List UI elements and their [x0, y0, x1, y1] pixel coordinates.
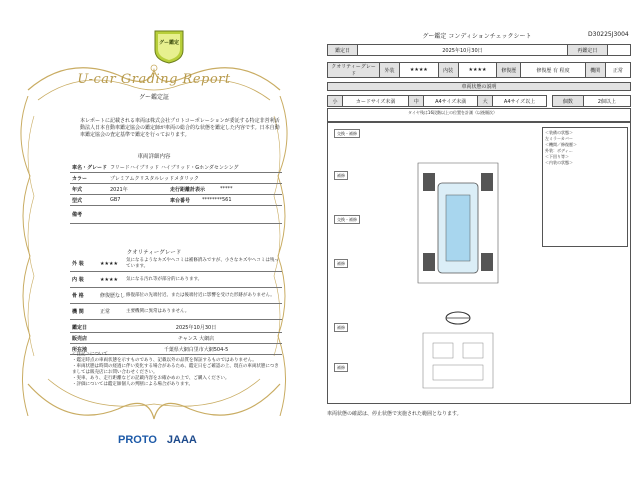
- equipment-note: 左ミラーカバー: [545, 136, 573, 141]
- info-key: 販売店: [72, 335, 88, 342]
- certificate-title: U-car Grading Report: [77, 72, 231, 87]
- grade-row: [70, 256, 282, 272]
- vehicle-table: [70, 162, 282, 224]
- sheet-code: D30225J3004: [588, 31, 629, 38]
- grade-desc: 修復部位の先端付近、または後端付近に影響を受けた形跡がありません。: [126, 292, 275, 298]
- size-legend-table: [327, 95, 547, 107]
- vehicle-row: [70, 184, 282, 195]
- note-line: ・評価については鑑定師個人の判断による場合があります。: [72, 382, 194, 387]
- logos: [118, 430, 238, 450]
- count-value: 2個以上: [583, 96, 630, 107]
- sheet-date-table: [327, 44, 631, 56]
- grade-desc: 気になる汚れ等が部分的にあります。: [126, 276, 203, 282]
- vehicle-row: [70, 173, 282, 184]
- equipment-note: ＜内装の状態＞: [545, 160, 573, 165]
- info-value: チャンス 大網店: [177, 335, 215, 342]
- equipment-notes: [542, 127, 628, 247]
- interior-stars: ★★★★: [458, 63, 497, 78]
- grading-certificate: [8, 6, 300, 474]
- sheet-footer: 車両状態の確認は、停止状態で実施された範囲となります。: [327, 411, 462, 417]
- info-row: [70, 333, 282, 344]
- grade-row: [70, 272, 282, 288]
- equipment-note: 外装：ボディ…: [545, 148, 573, 153]
- note-line: ＜注記＞について: [72, 352, 108, 357]
- grade-key: 内 装: [72, 277, 84, 283]
- quality-label: クオリティーグレード: [328, 63, 380, 78]
- info-key: 所在地: [72, 346, 88, 353]
- vehicle-row: [70, 195, 282, 206]
- issuer-value: [607, 45, 630, 56]
- damage-tag: 補修: [334, 363, 348, 372]
- vehicle-section-title: 車両詳細内容: [137, 154, 171, 160]
- grade-stars: 正常: [100, 309, 111, 315]
- info-key: 鑑定日: [72, 324, 88, 331]
- vehicle-value: *****: [220, 186, 233, 192]
- engine-label: 機関: [585, 63, 605, 78]
- grade-key: 外 装: [72, 261, 84, 267]
- car-diagram: [398, 143, 518, 393]
- damage-tag: 補修: [334, 323, 348, 332]
- certificate-paragraph: 本レポートに記載される車両は株式会社プロトコーポレーションが委託する特定非営利活動法人日本自動車鑑定協会の鑑定師が車両の総合的な状態を鑑定した内容です。日本自動車鑑定協会の査定基準で鑑定を行っております。: [80, 118, 280, 138]
- vehicle-key: 年式: [72, 186, 83, 193]
- vehicle-row: [70, 206, 282, 224]
- equipment-note: ＜装備の状態＞: [545, 130, 573, 135]
- grade-desc: 主要機関に異常はありません。: [126, 308, 190, 314]
- grade-table: [70, 256, 282, 320]
- legend-note-box: [327, 108, 631, 122]
- damage-tag: 交換・補修: [334, 129, 360, 138]
- desc-section-title: 車両状態の説明: [327, 82, 631, 91]
- badge-label: グー鑑定: [158, 40, 179, 46]
- certificate-notes: [72, 352, 282, 388]
- vehicle-value: フリードハイブリッド ハイブリッド・Gホンダセンシング: [110, 164, 239, 171]
- grade-stars: ★★★★: [100, 260, 118, 267]
- interior-label: 内装: [438, 63, 458, 78]
- sheet-title: グー鑑定 コンディションチェックシート: [422, 33, 532, 40]
- size-cell: 大: [478, 96, 493, 107]
- grade-key: 骨 格: [72, 293, 84, 299]
- note-line: ・車両状態は時間の経過に伴い変化する場合があるため、鑑定日をご確認の上、現在の車両状態につきましては販売店にお問い合わせください。: [72, 364, 279, 375]
- grade-row: [70, 288, 282, 304]
- damage-tag: 補修: [334, 171, 348, 180]
- info-value: 2025年10月30日: [175, 324, 217, 331]
- issuer-label: 再鑑定日: [567, 45, 607, 56]
- grade-row: [70, 304, 282, 320]
- grade-section-title: クオリティーグレード: [126, 250, 182, 256]
- frame-value: 修復歴 有 程度: [521, 63, 585, 78]
- engine-value: 正常: [605, 63, 630, 78]
- vehicle-key: 走行距離計表示: [170, 186, 206, 193]
- damage-tag: 交換・補修: [334, 215, 360, 224]
- certificate-subtitle: グー鑑定証: [138, 94, 169, 101]
- vehicle-diagram-area: [327, 122, 631, 404]
- vehicle-key: 車名・グレード: [72, 164, 108, 171]
- vehicle-value: 2021年: [110, 186, 128, 193]
- size-cell: カードサイズ未満: [342, 96, 408, 107]
- grade-desc: 気になるようなキズやヘコミは補修済みですが、小さなキズやヘコミは残っています。: [126, 258, 279, 269]
- exterior-label: 外装: [380, 63, 400, 78]
- exterior-stars: ★★★★: [400, 63, 439, 78]
- date-label: 鑑定日: [328, 45, 358, 56]
- info-row: [70, 322, 282, 333]
- vehicle-row: [70, 162, 282, 173]
- grade-stars: ★★★★: [100, 276, 118, 283]
- info-value: 千葉県大網白里市大網504-5: [163, 346, 229, 353]
- legend-note: タイヤ残は16段階以上の位置を計測（以後順次）: [408, 110, 498, 115]
- count-label: 個数: [553, 96, 584, 107]
- note-line: ・実車、あり、走行距離などの記載内容をお確かめの上で、ご購入ください。: [72, 376, 230, 381]
- vehicle-key: 備考: [72, 212, 83, 218]
- size-cell: A4サイズ未満: [424, 96, 478, 107]
- vehicle-value: ********561: [202, 197, 232, 203]
- vehicle-key: カラー: [72, 175, 88, 182]
- grade-stars: 修復歴なし: [100, 293, 126, 299]
- damage-tag: 補修: [334, 259, 348, 268]
- frame-label: 修復歴: [497, 63, 521, 78]
- equipment-note: ＜下回り等＞: [545, 154, 569, 159]
- ornament-left: [8, 96, 38, 416]
- goo-badge-icon: [151, 28, 187, 64]
- date-value: 2025年10月30日: [358, 45, 568, 56]
- count-table: [552, 95, 631, 107]
- vehicle-key: 車台番号: [170, 197, 191, 204]
- jaaa-logo: JAAA: [166, 434, 197, 446]
- size-cell: 小: [328, 96, 343, 107]
- grade-key: 機 関: [72, 309, 84, 315]
- note-line: ・鑑定時点の車両状態を示すものであり、記載以外の品質を保証するものではありません。: [72, 358, 257, 363]
- sheet-grade-table: [327, 62, 631, 78]
- size-cell: A4サイズ以上: [493, 96, 547, 107]
- vehicle-value: プレミアムクリスタルレッドメタリック: [110, 175, 199, 182]
- vehicle-value: GB7: [110, 197, 121, 203]
- equipment-note: ＜機関／修復歴＞: [545, 142, 577, 147]
- size-cell: 中: [409, 96, 424, 107]
- vehicle-key: 型式: [72, 197, 83, 204]
- info-table: [70, 322, 282, 355]
- proto-logo: PROTO: [118, 434, 157, 446]
